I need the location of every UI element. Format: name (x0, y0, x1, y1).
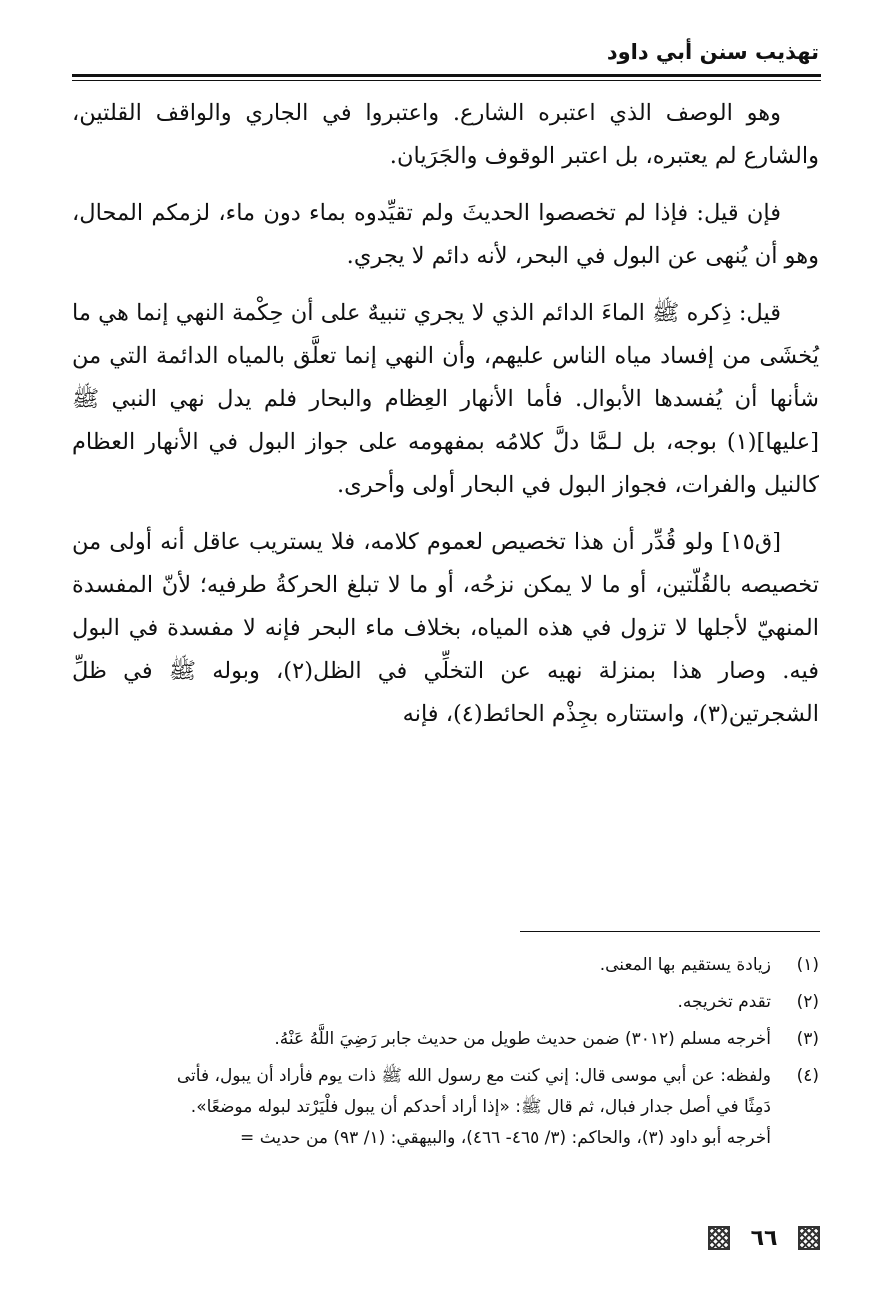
footnote-text (72, 950, 771, 981)
running-head-title: تهذيب سنن أبي داود (606, 40, 819, 64)
footnote-line: زيادة يستقيم بها المعنى. (599, 955, 771, 975)
footnotes (72, 950, 819, 1160)
paragraph: [ق١٥] ولو قُدِّر أن هذا تخصيص لعموم كلامه، فلا يستريب عاقل أنه أولى من تخصيصه بالقُلّتين، أو ما لا يمكن نزحُه، أو ما لا تبلغ الحركةُ طرفيه؛ لأنّ المفسدة المنهيّ لأجلها لا تزول في هذه المياه، بخلاف ماء البحر فإنه لا مفسدة في البول فيه. وصار هذا بمنزلة نهيه عن التخلِّي في الظل(٢)، وبوله ﷺ في ظلِّ الشجرتين(٣)، واستتاره بجِذْم الحائط(٤)، فإنه (72, 529, 819, 727)
footnote-text (72, 1024, 771, 1055)
footnote-separator (520, 931, 820, 932)
paragraph: قيل: ذِكره ﷺ الماءَ الدائم الذي لا يجري تنبيهٌ على أن حِكْمة النهي إنما هي ما يُخشَى من إفساد مياه الناس عليهم، وأن النهي إنما تعلَّق بالمياه الدائمة التي من شأنها أن يُفسدها الأبوال. فأما الأنهار العِظام والبحار فلم يدل نهي النبي ﷺ [عليها](١) بوجه، بل لـمَّا دلَّ كلامُه بمفهومه على جواز البول في الأنهار العظام كالنيل والفرات، فجواز البول في البحار أولى وأحرى. (72, 300, 819, 498)
footnote-line: تقدم تخريجه. (677, 992, 771, 1012)
ornament-icon (708, 1226, 730, 1250)
footnote-text (72, 1061, 771, 1154)
footnote-number: (٤) (796, 1066, 819, 1086)
footnote-line: دَمِثًا في أصل جدار فبال، ثم قال ﷺ: «إذا أراد أحدكم أن يبول فلْيَرْتد لبوله موضعًا». (190, 1097, 771, 1117)
footnote-line: أخرجه مسلم (٣٠١٢) ضمن حديث طويل من حديث جابر رَضِيَ اللَّهُ عَنْهُ. (274, 1029, 771, 1049)
header-rule-thin (72, 80, 821, 81)
footnote (72, 987, 819, 1018)
page-number: ٦٦ (750, 1225, 778, 1251)
ornament-icon (798, 1226, 820, 1250)
footnote-number: (٣) (796, 1029, 819, 1049)
header-rule (72, 74, 821, 77)
footnote-number: (٢) (796, 992, 819, 1012)
footnote-line: ولفظه: عن أبي موسى قال: إني كنت مع رسول الله ﷺ ذات يوم فأراد أن يبول، فأتى (176, 1066, 771, 1086)
page-folio (708, 1218, 820, 1258)
footnote-line: أخرجه أبو داود (٣)، والحاكم: (٣/ ٤٦٥- ٤٦٦)، والبيهقي: (١/ ٩٣) من حديث = (240, 1128, 771, 1148)
footnote (72, 1061, 819, 1154)
paragraph: وهو الوصف الذي اعتبره الشارع. واعتبروا في الجاري والواقف القلتين، والشارع لم يعتبره، بل اعتبر الوقوف والجَرَيان. (72, 100, 819, 169)
footnote-text (72, 987, 771, 1018)
paragraph: فإن قيل: فإذا لم تخصصوا الحديثَ ولم تقيِّدوه بماء دون ماء، لزمكم المحال، وهو أن يُنهى عن البول في البحر، لأنه دائم لا يجري. (72, 200, 819, 269)
footnote-number: (١) (796, 955, 819, 975)
main-text (72, 92, 819, 750)
footnote (72, 1024, 819, 1055)
footnote (72, 950, 819, 981)
